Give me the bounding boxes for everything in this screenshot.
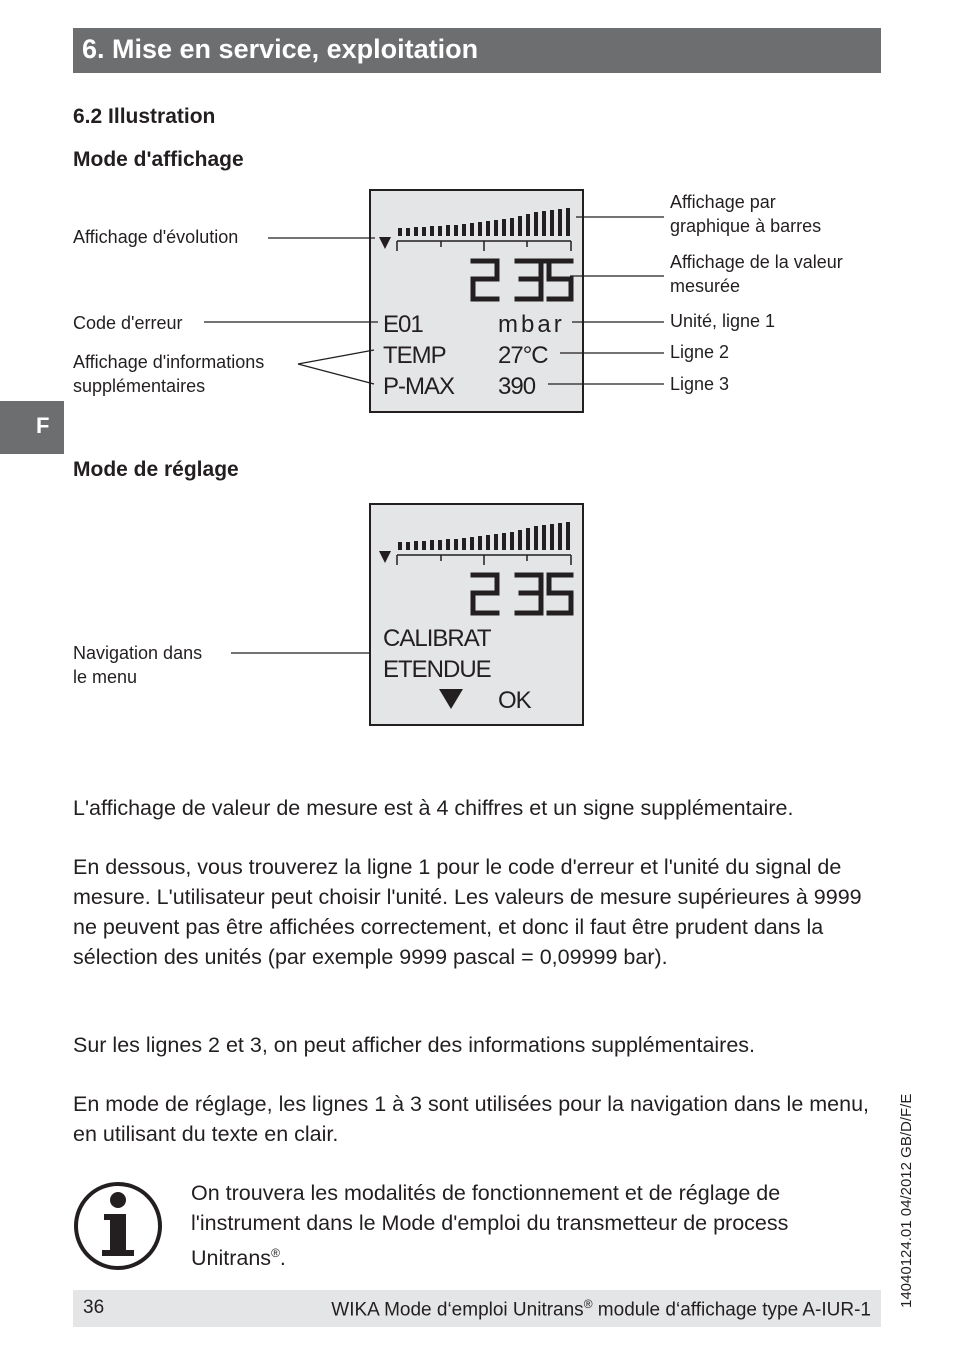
paragraph-2: En dessous, vous trouverez la ligne 1 pour le code d'erreur et l'unité du signal de mesure. L'utilisateur peut choisir l'unité. Les valeurs de mesure supérieures à 9999 ne peuvent pas être affichées correctement, et donc il faut être prudent dans la sélection des unités (par exemple 9999 pascal = 0,09999 bar).	[73, 855, 862, 969]
display-mode-title: Mode d'affichage	[73, 148, 244, 171]
label-value-1: Affichage de la valeur	[670, 252, 843, 272]
label-line3: Ligne 3	[670, 374, 730, 394]
label-nav-2: le menu	[73, 667, 138, 687]
section-title: 6. Mise en service, exploitation	[82, 34, 479, 64]
info-note-reg: ®	[271, 1246, 280, 1260]
label-bar-graph-2: graphique à barres	[670, 216, 822, 236]
seven-segment-value	[473, 575, 571, 613]
footer-title-b: module d‘affichage type A-IUR-1	[592, 1299, 871, 1321]
label-value-2: mesurée	[670, 276, 741, 296]
paragraph-1: L'affichage de valeur de mesure est à 4 chiffres et un signe supplémentaire.	[73, 796, 794, 820]
footer-title-a: WIKA Mode d‘emploi Unitrans	[331, 1299, 584, 1321]
down-arrow-icon	[439, 689, 463, 709]
lcd-line2-right: 27°C	[498, 342, 548, 369]
label-bar-graph-1: Affichage par	[670, 192, 776, 212]
lcd-line2-left: TEMP	[383, 342, 446, 369]
bar-scale	[397, 241, 571, 251]
trend-arrow-icon	[379, 237, 391, 249]
lcd-line1-left: E01	[383, 311, 423, 338]
trend-arrow-icon	[379, 551, 391, 563]
footer-reg: ®	[583, 1297, 593, 1311]
label-extra-info-1: Affichage d'informations	[73, 352, 265, 372]
label-error-code: Code d'erreur	[73, 313, 183, 333]
bar-graph	[398, 522, 570, 550]
document-id: 14040124.01 04/2012 GB/D/F/E	[898, 1093, 915, 1308]
label-extra-info-2: supplémentaires	[73, 376, 206, 396]
footer-title	[331, 1297, 871, 1321]
label-line2: Ligne 2	[670, 342, 730, 362]
lcd-line3-right: 390	[498, 373, 536, 400]
bar-graph	[398, 208, 570, 236]
lcd-menu-line1: CALIBRAT	[383, 625, 491, 652]
info-note-end: .	[279, 1246, 286, 1271]
seven-segment-value	[473, 261, 571, 299]
lcd-setting-mode	[369, 503, 584, 726]
language-tab	[0, 401, 64, 454]
setting-mode-title: Mode de réglage	[73, 458, 239, 481]
paragraph-4: En mode de réglage, les lignes 1 à 3 sont utilisées pour la navigation dans le menu, en utilisant du texte en clair.	[73, 1092, 870, 1146]
subsection-title: 6.2 Illustration	[73, 105, 216, 128]
label-unit-line1: Unité, ligne 1	[670, 311, 776, 331]
bar-scale	[397, 555, 571, 565]
lcd-menu-line2: ETENDUE	[383, 656, 491, 683]
paragraph-3: Sur les lignes 2 et 3, on peut afficher des informations supplémentaires.	[73, 1033, 756, 1057]
lcd-ok-label: OK	[498, 687, 531, 714]
page-footer	[73, 1290, 881, 1327]
label-nav-1: Navigation dans	[73, 643, 203, 663]
lcd-display-mode	[369, 189, 584, 413]
lcd-line3-left: P-MAX	[383, 373, 455, 400]
lcd-graphics-2	[371, 505, 582, 724]
section-header	[73, 28, 881, 73]
info-note-text: On trouvera les modalités de fonctionnement et de réglage de l'instrument dans le Mode d'emploi du transmetteur de process Unitrans	[191, 1181, 789, 1271]
label-evolution: Affichage d'évolution	[73, 227, 239, 247]
language-tab-label: F	[36, 413, 50, 438]
page-number: 36	[83, 1297, 105, 1318]
info-note	[191, 1178, 881, 1273]
lcd-line1-right: mbar	[498, 311, 565, 338]
